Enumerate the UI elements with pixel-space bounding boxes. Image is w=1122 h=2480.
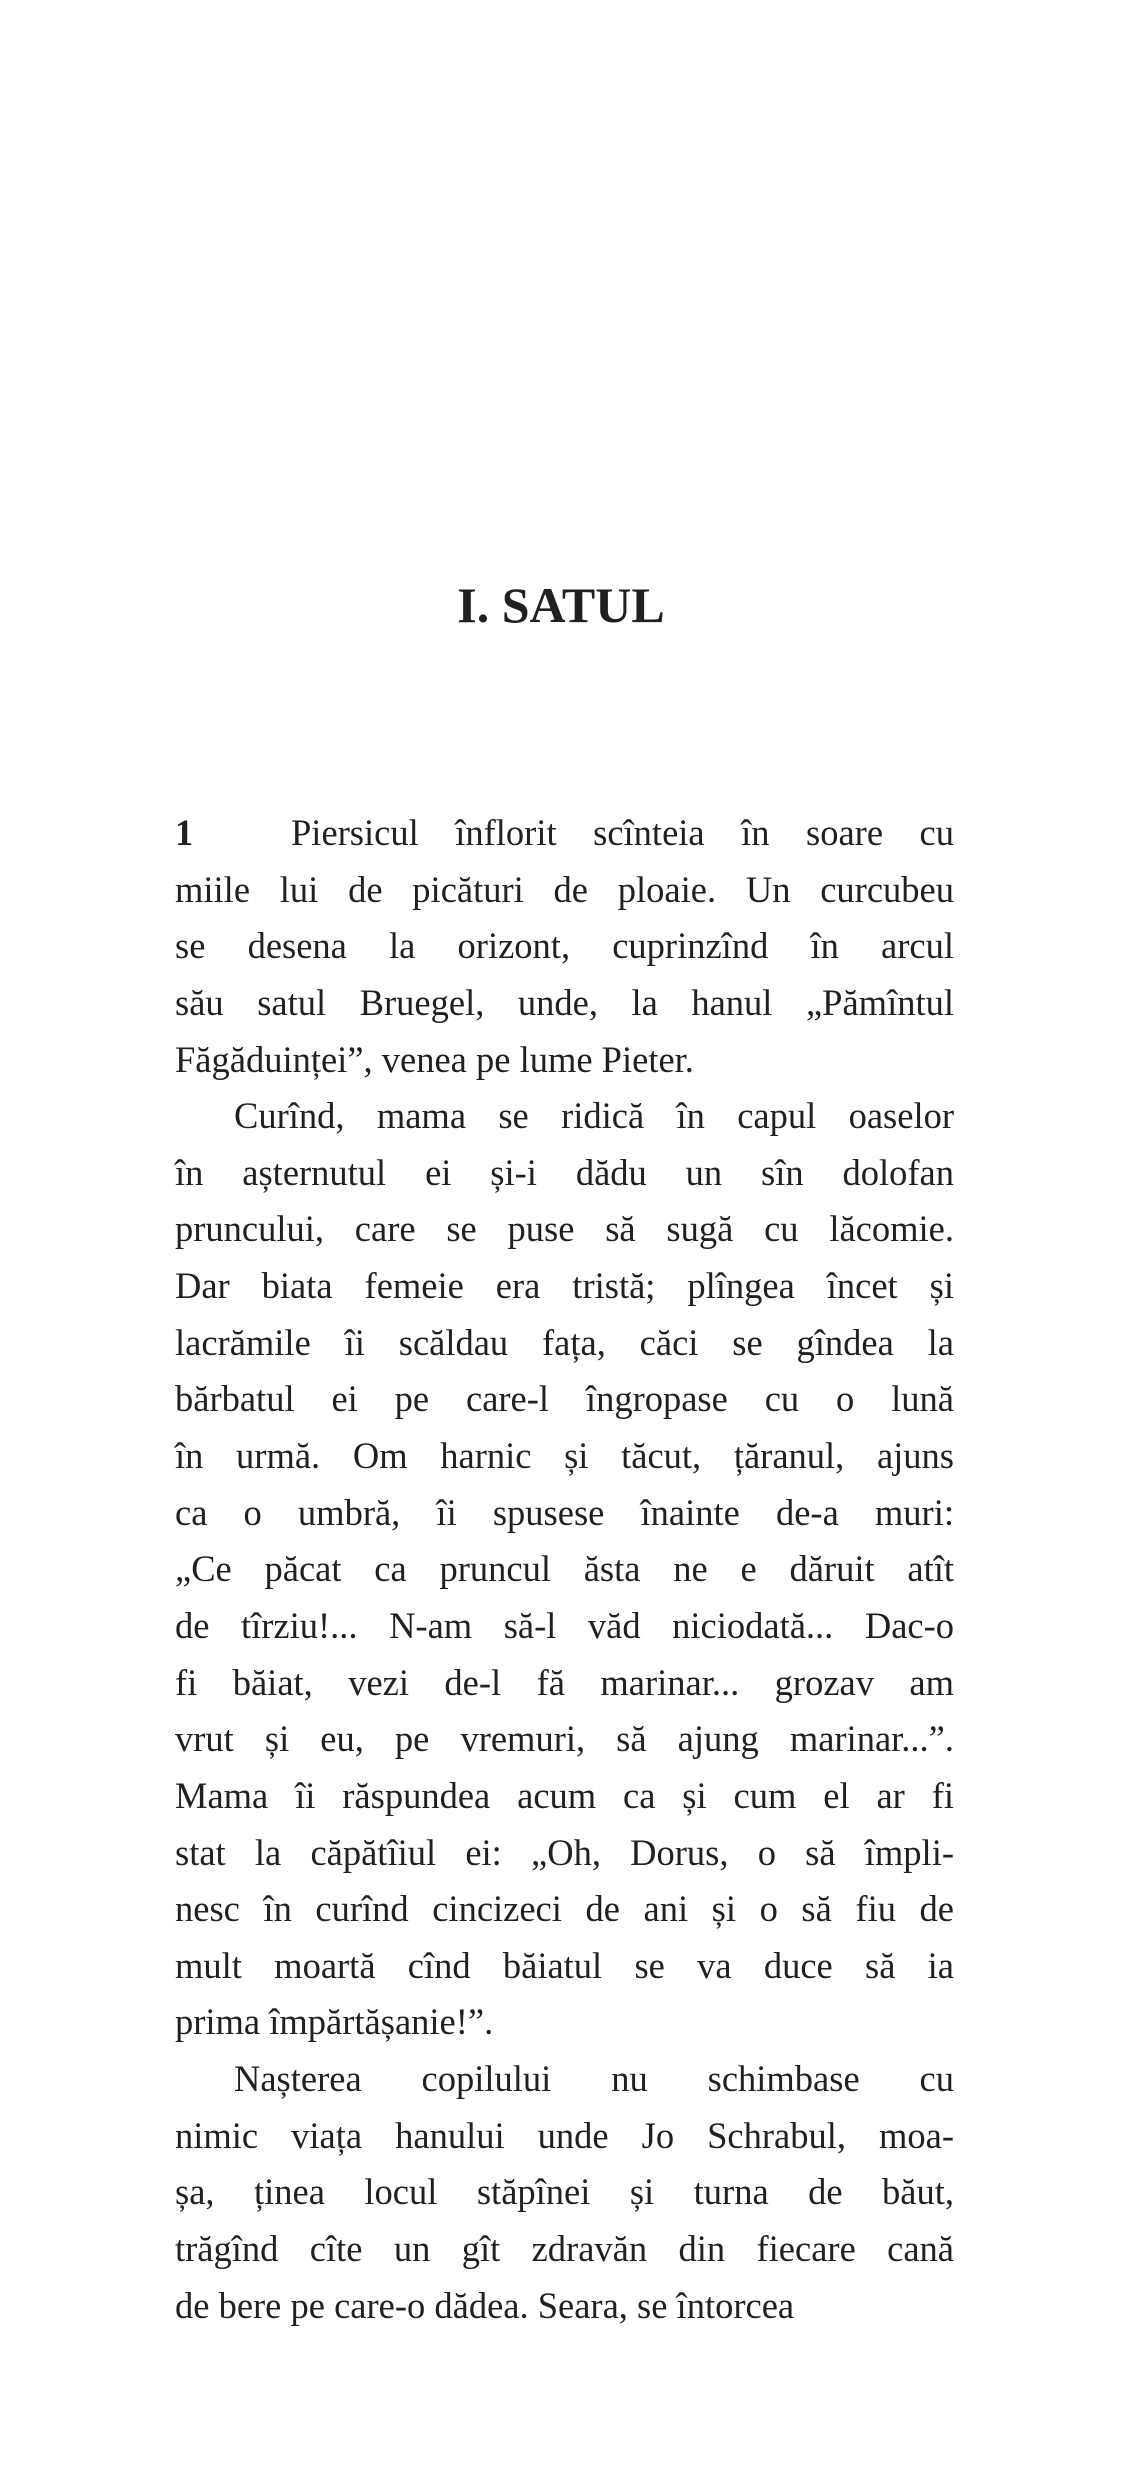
text-line: Mama îi răspundea acum ca și cum el ar fi: [175, 1774, 954, 1816]
text-line: în urmă. Om harnic și tăcut, țăranul, ajuns: [175, 1435, 954, 1477]
text-line: trăgînd cîte un gît zdravăn din fiecare cană: [175, 2228, 954, 2270]
text-line: miile lui de picături de ploaie. Un curcubeu: [175, 868, 954, 910]
text-line: ca o umbră, îi spusese înainte de-a muri:: [175, 1491, 954, 1533]
text-line: în așternutul ei și-i dădu un sîn dolofan: [175, 1151, 954, 1193]
text-line: bărbatul ei pe care-l îngropase cu o lună: [175, 1378, 954, 1420]
text-line: șa, ținea locul stăpînei și turna de băut,: [175, 2171, 954, 2213]
text-line: lacrămile îi scăldau fața, căci se gîndea la: [175, 1321, 954, 1363]
text-line: de bere pe care-o dădea. Seara, se întorcea: [175, 2284, 795, 2326]
text-line: [175, 805, 954, 862]
paragraph-lines: [175, 862, 954, 2335]
section-number: 1: [175, 812, 194, 853]
body-text: [175, 805, 954, 2334]
line-text: Piersicul înflorit scînteia în soare cu: [291, 812, 954, 853]
text-line: Nașterea copilului nu schimbase cu: [234, 2058, 954, 2100]
text-line: Făgăduinței”, venea pe lume Pieter.: [175, 1038, 694, 1080]
text-line: fi băiat, vezi de-l fă marinar... grozav am: [175, 1661, 954, 1703]
text-line: de tîrziu!... N-am să-l văd niciodată... Dac-o: [175, 1604, 954, 1646]
text-line: mult moartă cînd băiatul se va duce să ia: [175, 1944, 954, 1986]
text-line: prima împărtășanie!”.: [175, 2001, 494, 2043]
chapter-title: I. SATUL: [457, 577, 665, 633]
text-line: vrut și eu, pe vremuri, să ajung marinar...”.: [175, 1718, 954, 1760]
text-line: Dar biata femeie era tristă; plîngea încet și: [175, 1265, 954, 1307]
text-line: „Ce păcat ca pruncul ăsta ne e dăruit atît: [175, 1548, 954, 1590]
text-line: nimic viața hanului unde Jo Schrabul, moa-: [175, 2114, 954, 2156]
text-line: pruncului, care se puse să sugă cu lăcomie.: [175, 1208, 954, 1250]
text-line: Curînd, mama se ridică în capul oaselor: [234, 1095, 954, 1137]
text-line: său satul Bruegel, unde, la hanul „Pămîntul: [175, 981, 954, 1023]
text-line: stat la căpătîiul ei: „Oh, Dorus, o să împli-: [175, 1831, 954, 1873]
text-line: nesc în curînd cincizeci de ani și o să fiu de: [175, 1888, 954, 1930]
text-line: se desena la orizont, cuprinzînd în arcul: [175, 925, 954, 967]
